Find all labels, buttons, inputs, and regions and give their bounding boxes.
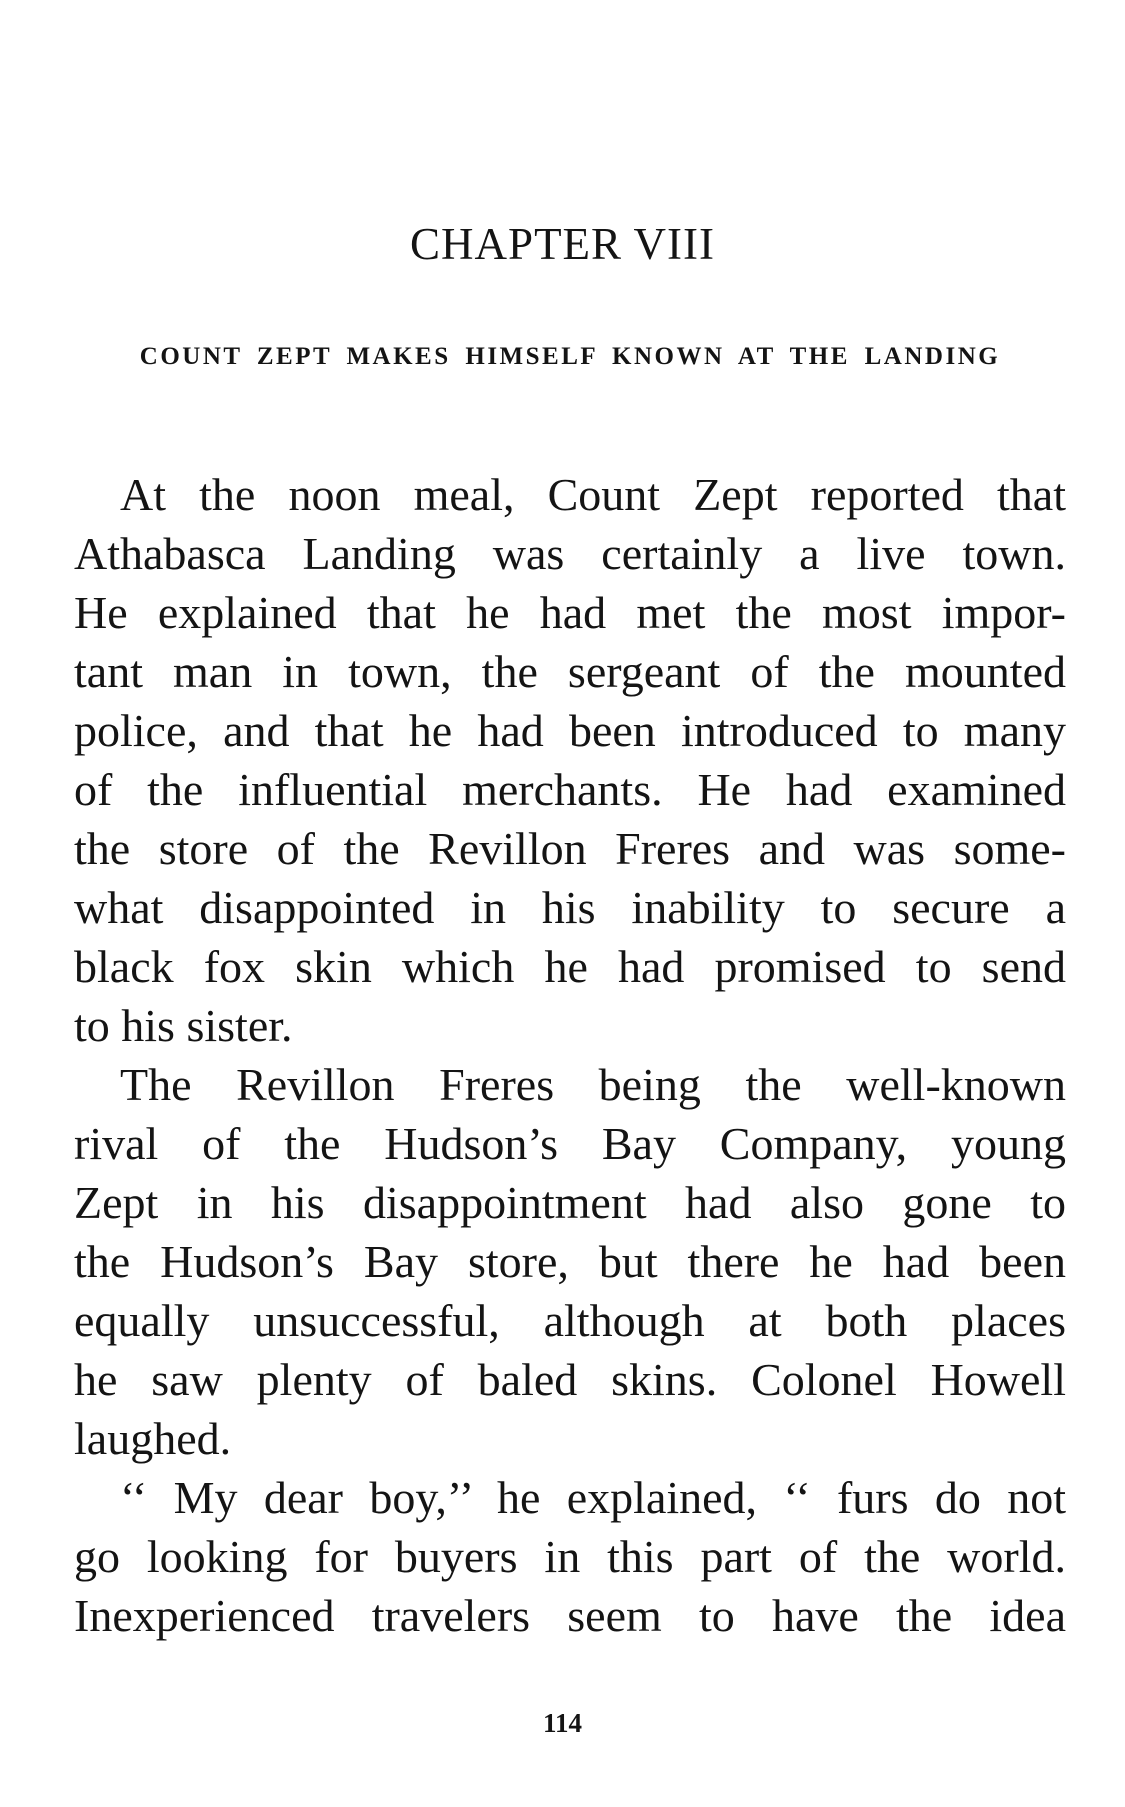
paragraph-3: [74, 1468, 1066, 1645]
text-line: black fox skin which he had promised to send: [74, 941, 1066, 992]
chapter-title: CHAPTER VIII: [410, 219, 715, 269]
text-line: what disappointed in his inability to secure a: [74, 882, 1066, 933]
text-line: Zept in his disappointment had also gone to: [74, 1177, 1066, 1228]
text-line: ‘‘ My dear boy,’’ he explained, ‘‘ furs do not: [120, 1472, 1066, 1523]
text-line: tant man in town, the sergeant of the mounted: [74, 646, 1066, 697]
text-line: the Hudson’s Bay store, but there he had been: [74, 1236, 1066, 1287]
paragraph-1: [74, 465, 1066, 1055]
text-line: He explained that he had met the most impor-: [74, 587, 1066, 638]
text-line: At the noon meal, Count Zept reported that: [120, 469, 1066, 520]
text-line: Inexperienced travelers seem to have the idea: [74, 1590, 1066, 1641]
text-line: he saw plenty of baled skins. Colonel Howell: [74, 1354, 1066, 1405]
text-line: the store of the Revillon Freres and was some-: [74, 823, 1066, 874]
text-line: Athabasca Landing was certainly a live town.: [74, 528, 1066, 579]
chapter-subtitle: COUNT ZEPT MAKES HIMSELF KNOWN AT THE LANDING: [139, 343, 1001, 370]
text-line: rival of the Hudson’s Bay Company, young: [74, 1118, 1066, 1169]
body-text: [74, 465, 1066, 1645]
text-line: police, and that he had been introduced to many: [74, 705, 1066, 756]
text-line: go looking for buyers in this part of the world.: [74, 1531, 1066, 1582]
text-line: equally unsuccessful, although at both places: [74, 1295, 1066, 1346]
paragraph-2: [74, 1055, 1066, 1468]
text-line: laughed.: [74, 1413, 232, 1464]
text-line: to his sister.: [74, 1000, 293, 1051]
text-line: The Revillon Freres being the well-known: [120, 1059, 1066, 1110]
page-number: 114: [542, 1708, 582, 1738]
text-line: of the influential merchants. He had examined: [74, 764, 1066, 815]
